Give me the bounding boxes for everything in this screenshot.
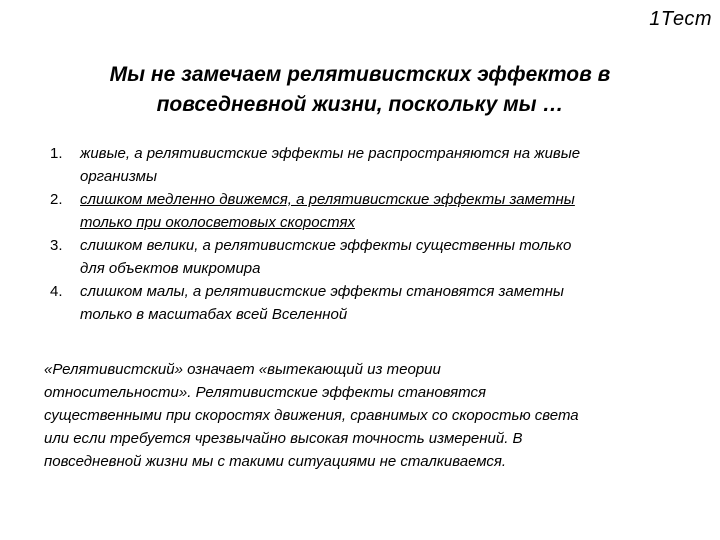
answer-option-text-line-2: организмы bbox=[80, 168, 157, 185]
answer-option-number: 1. bbox=[50, 145, 63, 162]
answer-option-4 bbox=[50, 280, 690, 326]
explanation-line-4: или если требуется чрезвычайно высокая точность измерений. В bbox=[44, 430, 523, 447]
answer-option-text-line-1: слишком медленно движемся, а релятивистские эффекты заметны bbox=[80, 191, 575, 208]
answer-options-list bbox=[50, 142, 690, 326]
answer-option-2 bbox=[50, 188, 690, 234]
explanation-line-1: «Релятивистский» означает «вытекающий из теории bbox=[44, 361, 441, 378]
answer-option-text bbox=[80, 280, 680, 326]
answer-option-text-line-1: слишком малы, а релятивистские эффекты становятся заметны bbox=[80, 283, 564, 300]
explanation-note bbox=[44, 358, 694, 473]
answer-option-text bbox=[80, 234, 680, 280]
answer-option-text-line-2: только в масштабах всей Вселенной bbox=[80, 306, 348, 323]
question-title bbox=[40, 60, 680, 120]
answer-option-number: 4. bbox=[50, 283, 63, 300]
answer-option-text-line-1: слишком велики, а релятивистские эффекты существенны только bbox=[80, 237, 572, 254]
explanation-line-3: существенными при скоростях движения, сравнимых со скоростью света bbox=[44, 407, 579, 424]
answer-option-text-line-1: живые, а релятивистские эффекты не распространяются на живые bbox=[80, 145, 581, 162]
question-title-line-1: Мы не замечаем релятивистских эффектов в bbox=[109, 63, 611, 86]
slide-number-label: 1Тест bbox=[649, 8, 712, 30]
question-title-line-2: повседневной жизни, поскольку мы … bbox=[156, 93, 564, 116]
explanation-line-2: относительности». Релятивистские эффекты становятся bbox=[44, 384, 487, 401]
answer-option-3 bbox=[50, 234, 690, 280]
answer-option-number: 3. bbox=[50, 237, 63, 254]
answer-option-number: 2. bbox=[50, 191, 63, 208]
explanation-line-5: повседневной жизни мы с такими ситуациями не сталкиваемся. bbox=[44, 453, 507, 470]
answer-option-text-line-2: только при околосветовых скоростях bbox=[80, 214, 355, 231]
answer-option-text-line-2: для объектов микромира bbox=[80, 260, 261, 277]
correct-answer-option-text bbox=[80, 188, 680, 234]
answer-option-1 bbox=[50, 142, 690, 188]
answer-option-text bbox=[80, 142, 680, 188]
